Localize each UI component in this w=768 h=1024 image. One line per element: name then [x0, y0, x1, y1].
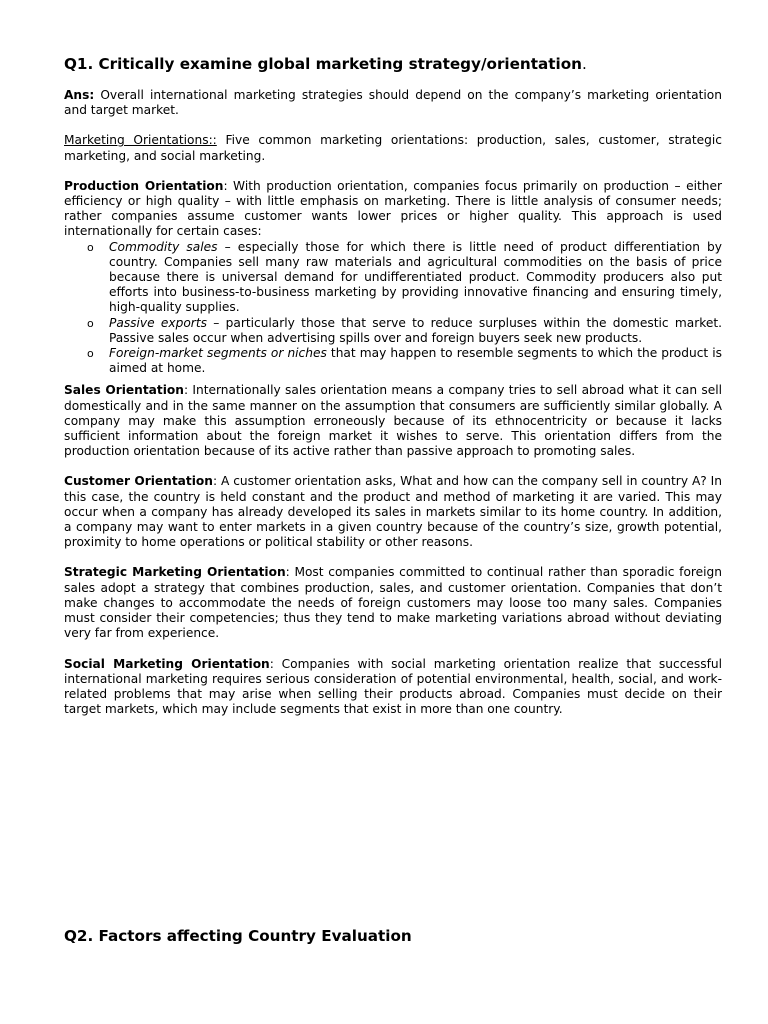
- list-item: [87, 239, 722, 316]
- list-item-text: that may happen to resemble segments to which the product is aimed at home.: [109, 346, 723, 376]
- sales-orientation-text: : Internationally sales orientation means a company tries to sell abroad what it can sell domestically and in the same manner on the assumption that consumers are sufficiently similar globally. A company may make this assumption erroneously because of its ethnocentricity or because it lacks sufficient information about the foreign market it wishes to serve. This orientation differs from the production orientation because of its active rather than passive approach to promoting sales.: [64, 383, 722, 459]
- q1-heading: [64, 54, 722, 74]
- customer-orientation-label: Customer Orientation: [64, 474, 213, 489]
- orientations-intro-text: Five common marketing orientations: production, sales, customer, strategic marketing, and social marketing.: [64, 133, 722, 163]
- strategic-orientation-paragraph: [64, 565, 722, 641]
- orientations-intro-label: Marketing Orientations::: [64, 133, 217, 148]
- list-item-lead: Commodity sales: [109, 239, 218, 254]
- social-orientation-text: : Companies with social marketing orientation realize that successful international marketing requires serious consideration of potential environmental, health, social, and work-related problems that may arise when selling their products abroad. Companies must decide on their target markets, which may include segments that exist in more than one country.: [64, 656, 722, 717]
- sales-orientation-label: Sales Orientation: [64, 383, 184, 398]
- bullet-marker: o: [87, 240, 94, 254]
- q1-title-period: .: [581, 55, 587, 73]
- q1-title: Q1. Critically examine global marketing strategy/orientation: [64, 55, 582, 73]
- production-orientation-label: Production Orientation: [64, 178, 224, 193]
- customer-orientation-text: : A customer orientation asks, What and how can the company sell in country A? In this case, the country is held constant and the product and method of marketing it are varied. This may occur when a company has already developed its sales in markets similar to its home country. In addition, a company may want to enter markets in a given country because of the country’s size, growth potential, proximity to home operations or political stability or other reasons.: [64, 474, 722, 550]
- customer-orientation-paragraph: [64, 474, 722, 550]
- list-item-lead: Passive exports: [109, 315, 207, 330]
- list-item-text: – especially those for which there is little need of product differentiation by country. Companies sell many raw materials and agricultural commodities on the basis of price because there is universal demand for undifferentiated product. Commodity producers also put efforts into business-to-business marketing by providing innovative financing and ensuring timely, high-quality supplies.: [109, 239, 722, 315]
- list-item-lead: Foreign-market segments or niches: [109, 346, 327, 361]
- bullet-marker: o: [87, 316, 94, 330]
- answer-paragraph: [64, 88, 722, 118]
- list-item: [87, 315, 722, 346]
- answer-label: Ans:: [64, 88, 95, 102]
- answer-text: Overall international marketing strategies should depend on the company’s marketing orientation and target market.: [64, 88, 722, 118]
- production-orientation-text: : With production orientation, companies focus primarily on production – either efficiency or high quality – with little emphasis on marketing. There is little analysis of consumer needs; rather companies assume customer wants lower prices or higher quality. This approach is used internationally for certain cases:: [64, 178, 722, 239]
- sales-orientation-paragraph: [64, 383, 722, 459]
- list-item-text: – particularly those that serve to reduce surpluses within the domestic market. Passive sales occur when advertising spills over and foreign buyers seek new products.: [109, 315, 722, 345]
- document-content: [64, 54, 722, 717]
- social-orientation-paragraph: [64, 657, 722, 718]
- list-item: [87, 346, 723, 376]
- bullet-marker: o: [87, 347, 94, 361]
- production-orientation-paragraph: [64, 179, 722, 240]
- orientations-intro-paragraph: [64, 133, 722, 163]
- production-cases-list: [64, 240, 722, 377]
- strategic-orientation-label: Strategic Marketing Orientation: [64, 565, 286, 580]
- strategic-orientation-text: : Most companies committed to continual rather than sporadic foreign sales adopt a strategy that combines production, sales, and customer orientation. Companies that don’t make changes to accommodate the needs of foreign customers may loose too many sales. Companies must consider their competencies; thus they tend to make marketing variations abroad without deviating very far from experience.: [64, 565, 723, 641]
- social-orientation-label: Social Marketing Orientation: [64, 656, 270, 671]
- q2-heading: Q2. Factors affecting Country Evaluation: [64, 927, 412, 945]
